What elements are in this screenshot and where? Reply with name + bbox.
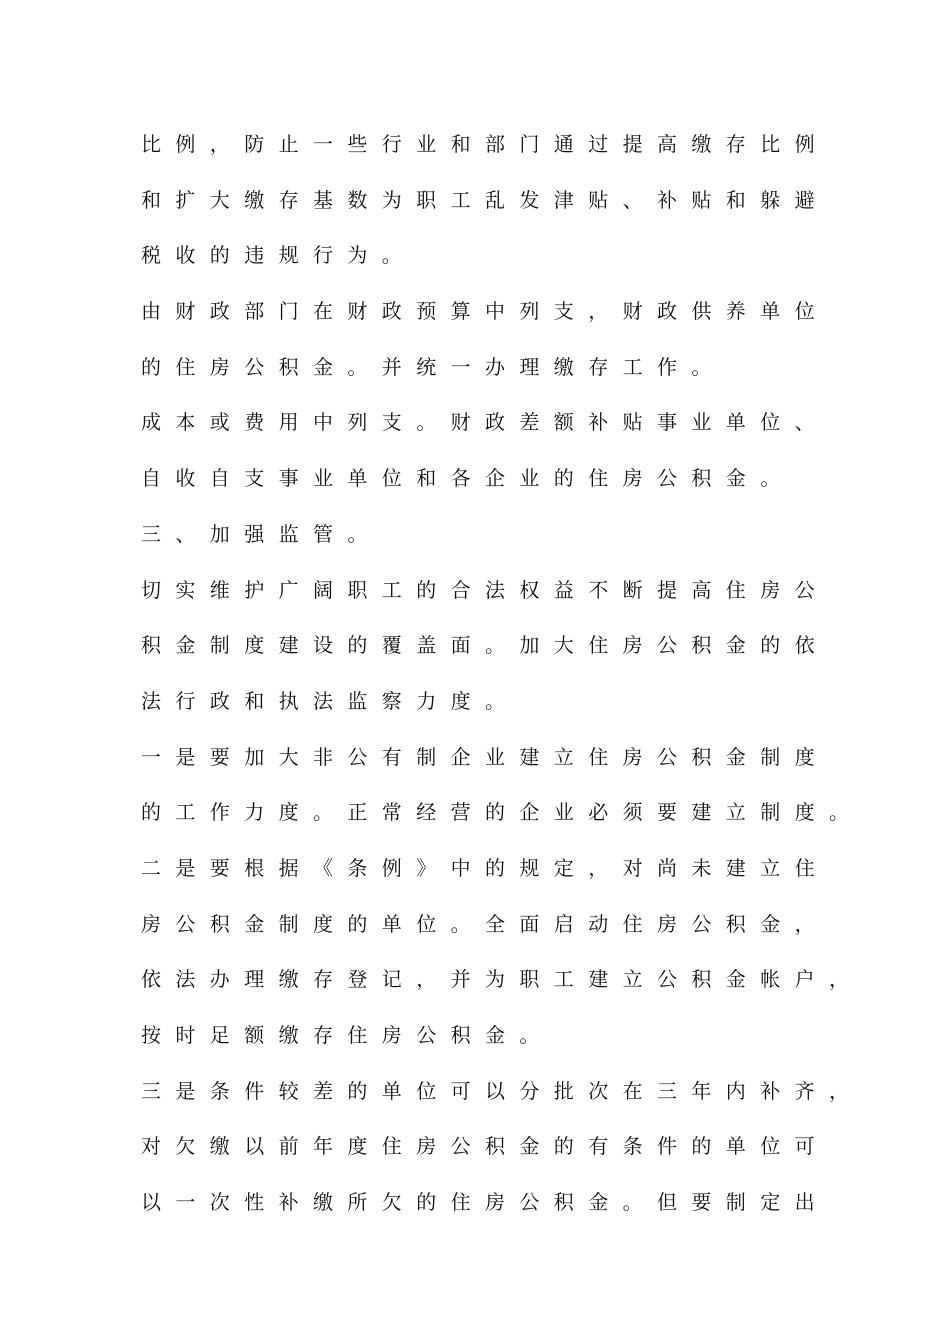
text-line: 成本或费用中列支。财政差额补贴事业单位、 (141, 410, 829, 435)
body-text (141, 126, 864, 1240)
text-line: 对欠缴以前年度住房公积金的有条件的单位可 (141, 1134, 829, 1159)
text-line: 和扩大缴存基数为职工乱发津贴、补贴和躲避 (141, 187, 829, 212)
text-line: 税收的违规行为。 (141, 243, 417, 268)
text-line: 法行政和执法监察力度。 (141, 688, 520, 713)
text-line: 一是要加大非公有制企业建立住房公积金制度 (141, 744, 829, 769)
text-line: 依法办理缴存登记，并为职工建立公积金帐户， (141, 967, 864, 992)
text-line: 房公积金制度的单位。全面启动住房公积金， (141, 911, 829, 936)
text-line: 切实维护广阔职工的合法权益不断提高住房公 (141, 577, 829, 602)
text-line: 比例，防止一些行业和部门通过提高缴存比例 (141, 132, 829, 156)
text-line: 的住房公积金。并统一办理缴存工作。 (141, 354, 726, 379)
text-line: 由财政部门在财政预算中列支，财政供养单位 (141, 299, 829, 324)
text-line: 按时足额缴存住房公积金。 (141, 1023, 554, 1047)
text-line: 积金制度建设的覆盖面。加大住房公积金的依 (141, 633, 829, 658)
section-heading: 三、加强监管。 (141, 521, 382, 546)
text-line: 以一次性补缴所欠的住房公积金。但要制定出 (141, 1190, 829, 1215)
text-line: 的工作力度。正常经营的企业必须要建立制度。 (141, 800, 864, 825)
text-line: 二是要根据《条例》中的规定，对尚未建立住 (141, 855, 829, 880)
text-line: 自收自支事业单位和各企业的住房公积金。 (141, 466, 795, 491)
text-line: 三是条件较差的单位可以分批次在三年内补齐， (141, 1078, 864, 1103)
